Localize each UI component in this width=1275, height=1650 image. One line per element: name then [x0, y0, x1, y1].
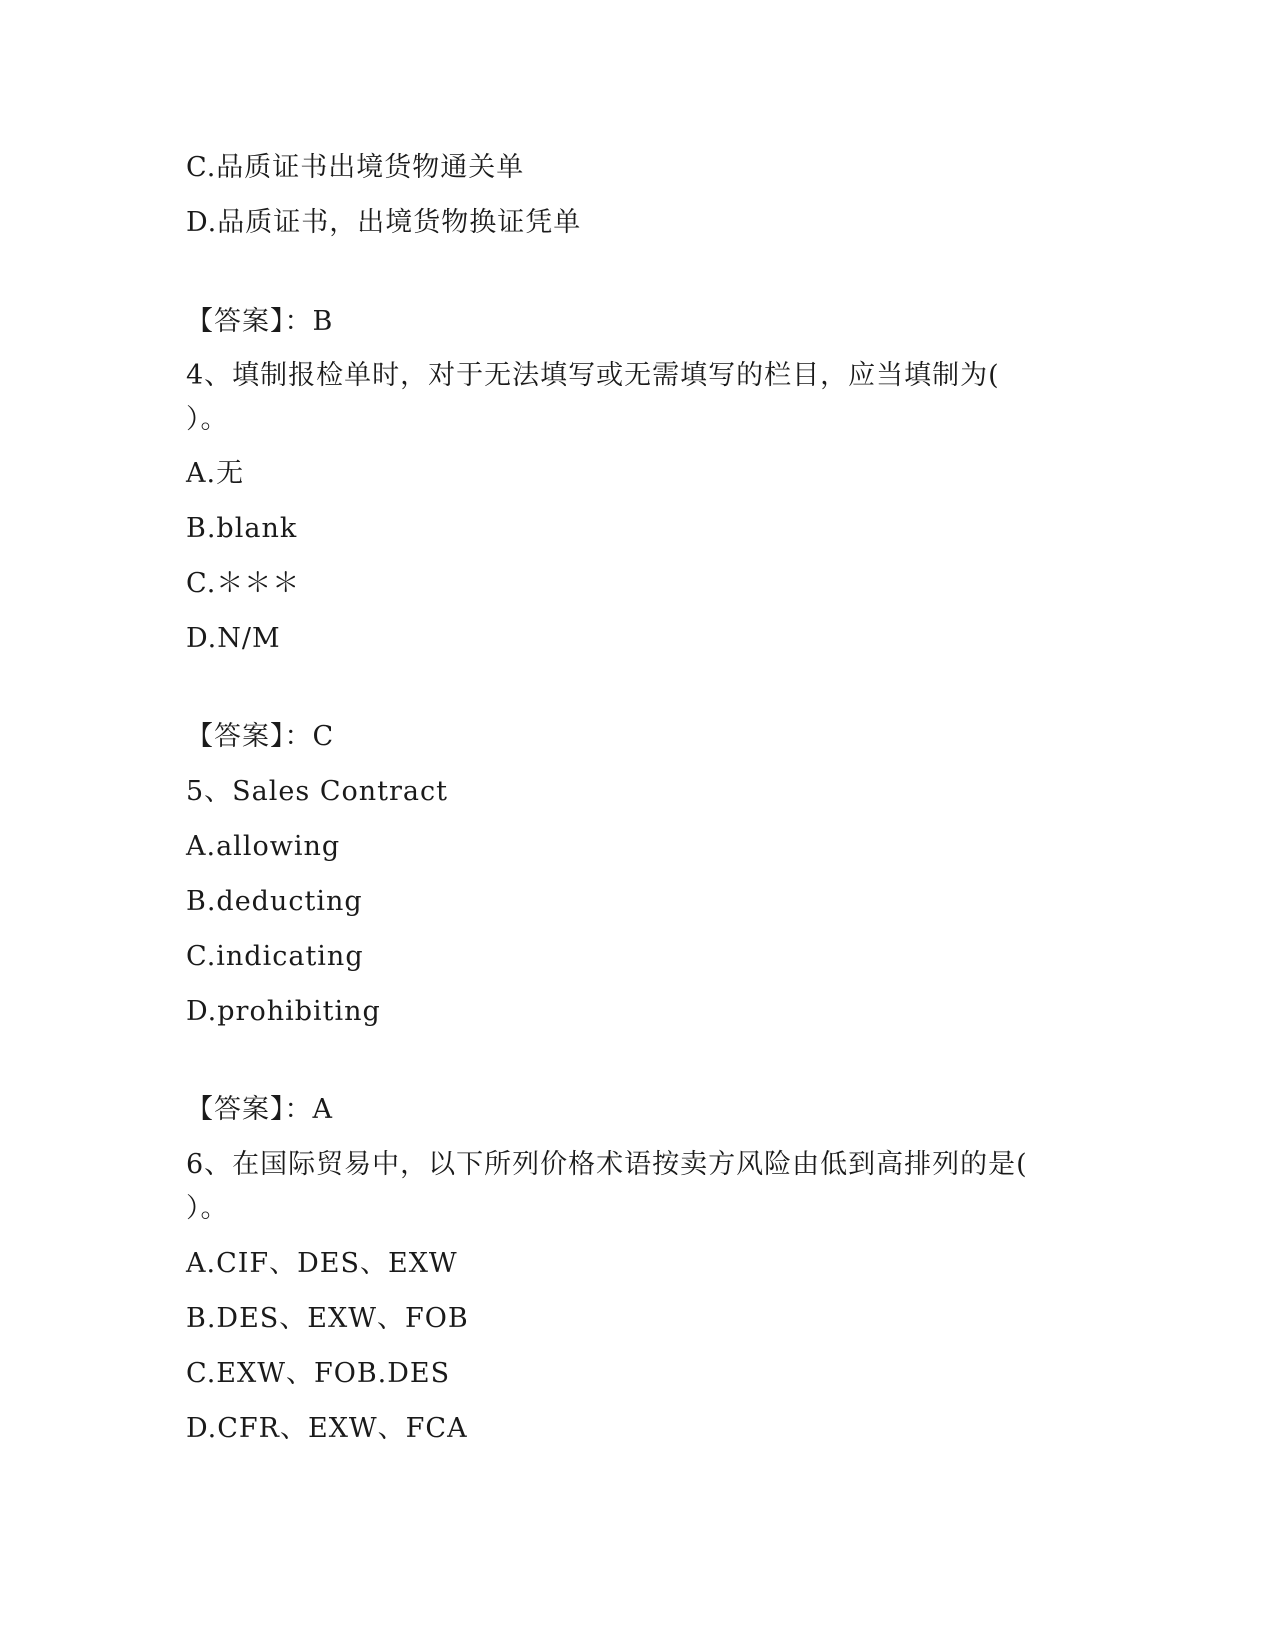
q6-option-c: C.EXW、FOB.DES [186, 1358, 451, 1389]
q4-option-c: C.＊＊＊ [186, 568, 301, 599]
q4-option-d: D.N/M [186, 623, 281, 654]
q4-question-line1: 4、填制报检单时，对于无法填写或无需填写的栏目，应当填制为( [186, 360, 1000, 391]
q4-option-a: A.无 [186, 458, 245, 489]
q5-option-b: B.deducting [186, 886, 363, 917]
q4-option-b: B.blank [186, 513, 298, 544]
q5-option-c: C.indicating [186, 941, 364, 972]
q4-question-line2: ）。 [186, 404, 229, 435]
q6-option-a: A.CIF、DES、EXW [186, 1248, 458, 1279]
q3-option-d: D.品质证书，出境货物换证凭单 [186, 207, 582, 238]
q6-question-line1: 6、在国际贸易中，以下所列价格术语按卖方风险由低到高排列的是( [186, 1149, 1028, 1180]
q3-option-c: C.品质证书出境货物通关单 [186, 152, 525, 183]
q6-option-d: D.CFR、EXW、FCA [186, 1413, 468, 1444]
q6-question-line2: ）。 [186, 1193, 229, 1224]
q5-answer: 【答案】：A [186, 1094, 333, 1125]
q4-answer: 【答案】：C [186, 721, 335, 752]
q5-option-a: A.allowing [186, 831, 341, 862]
q5-question-line1: 5、Sales Contract [186, 776, 448, 807]
q6-option-b: B.DES、EXW、FOB [186, 1303, 469, 1334]
q5-option-d: D.prohibiting [186, 996, 381, 1027]
q3-answer: 【答案】：B [186, 306, 334, 337]
